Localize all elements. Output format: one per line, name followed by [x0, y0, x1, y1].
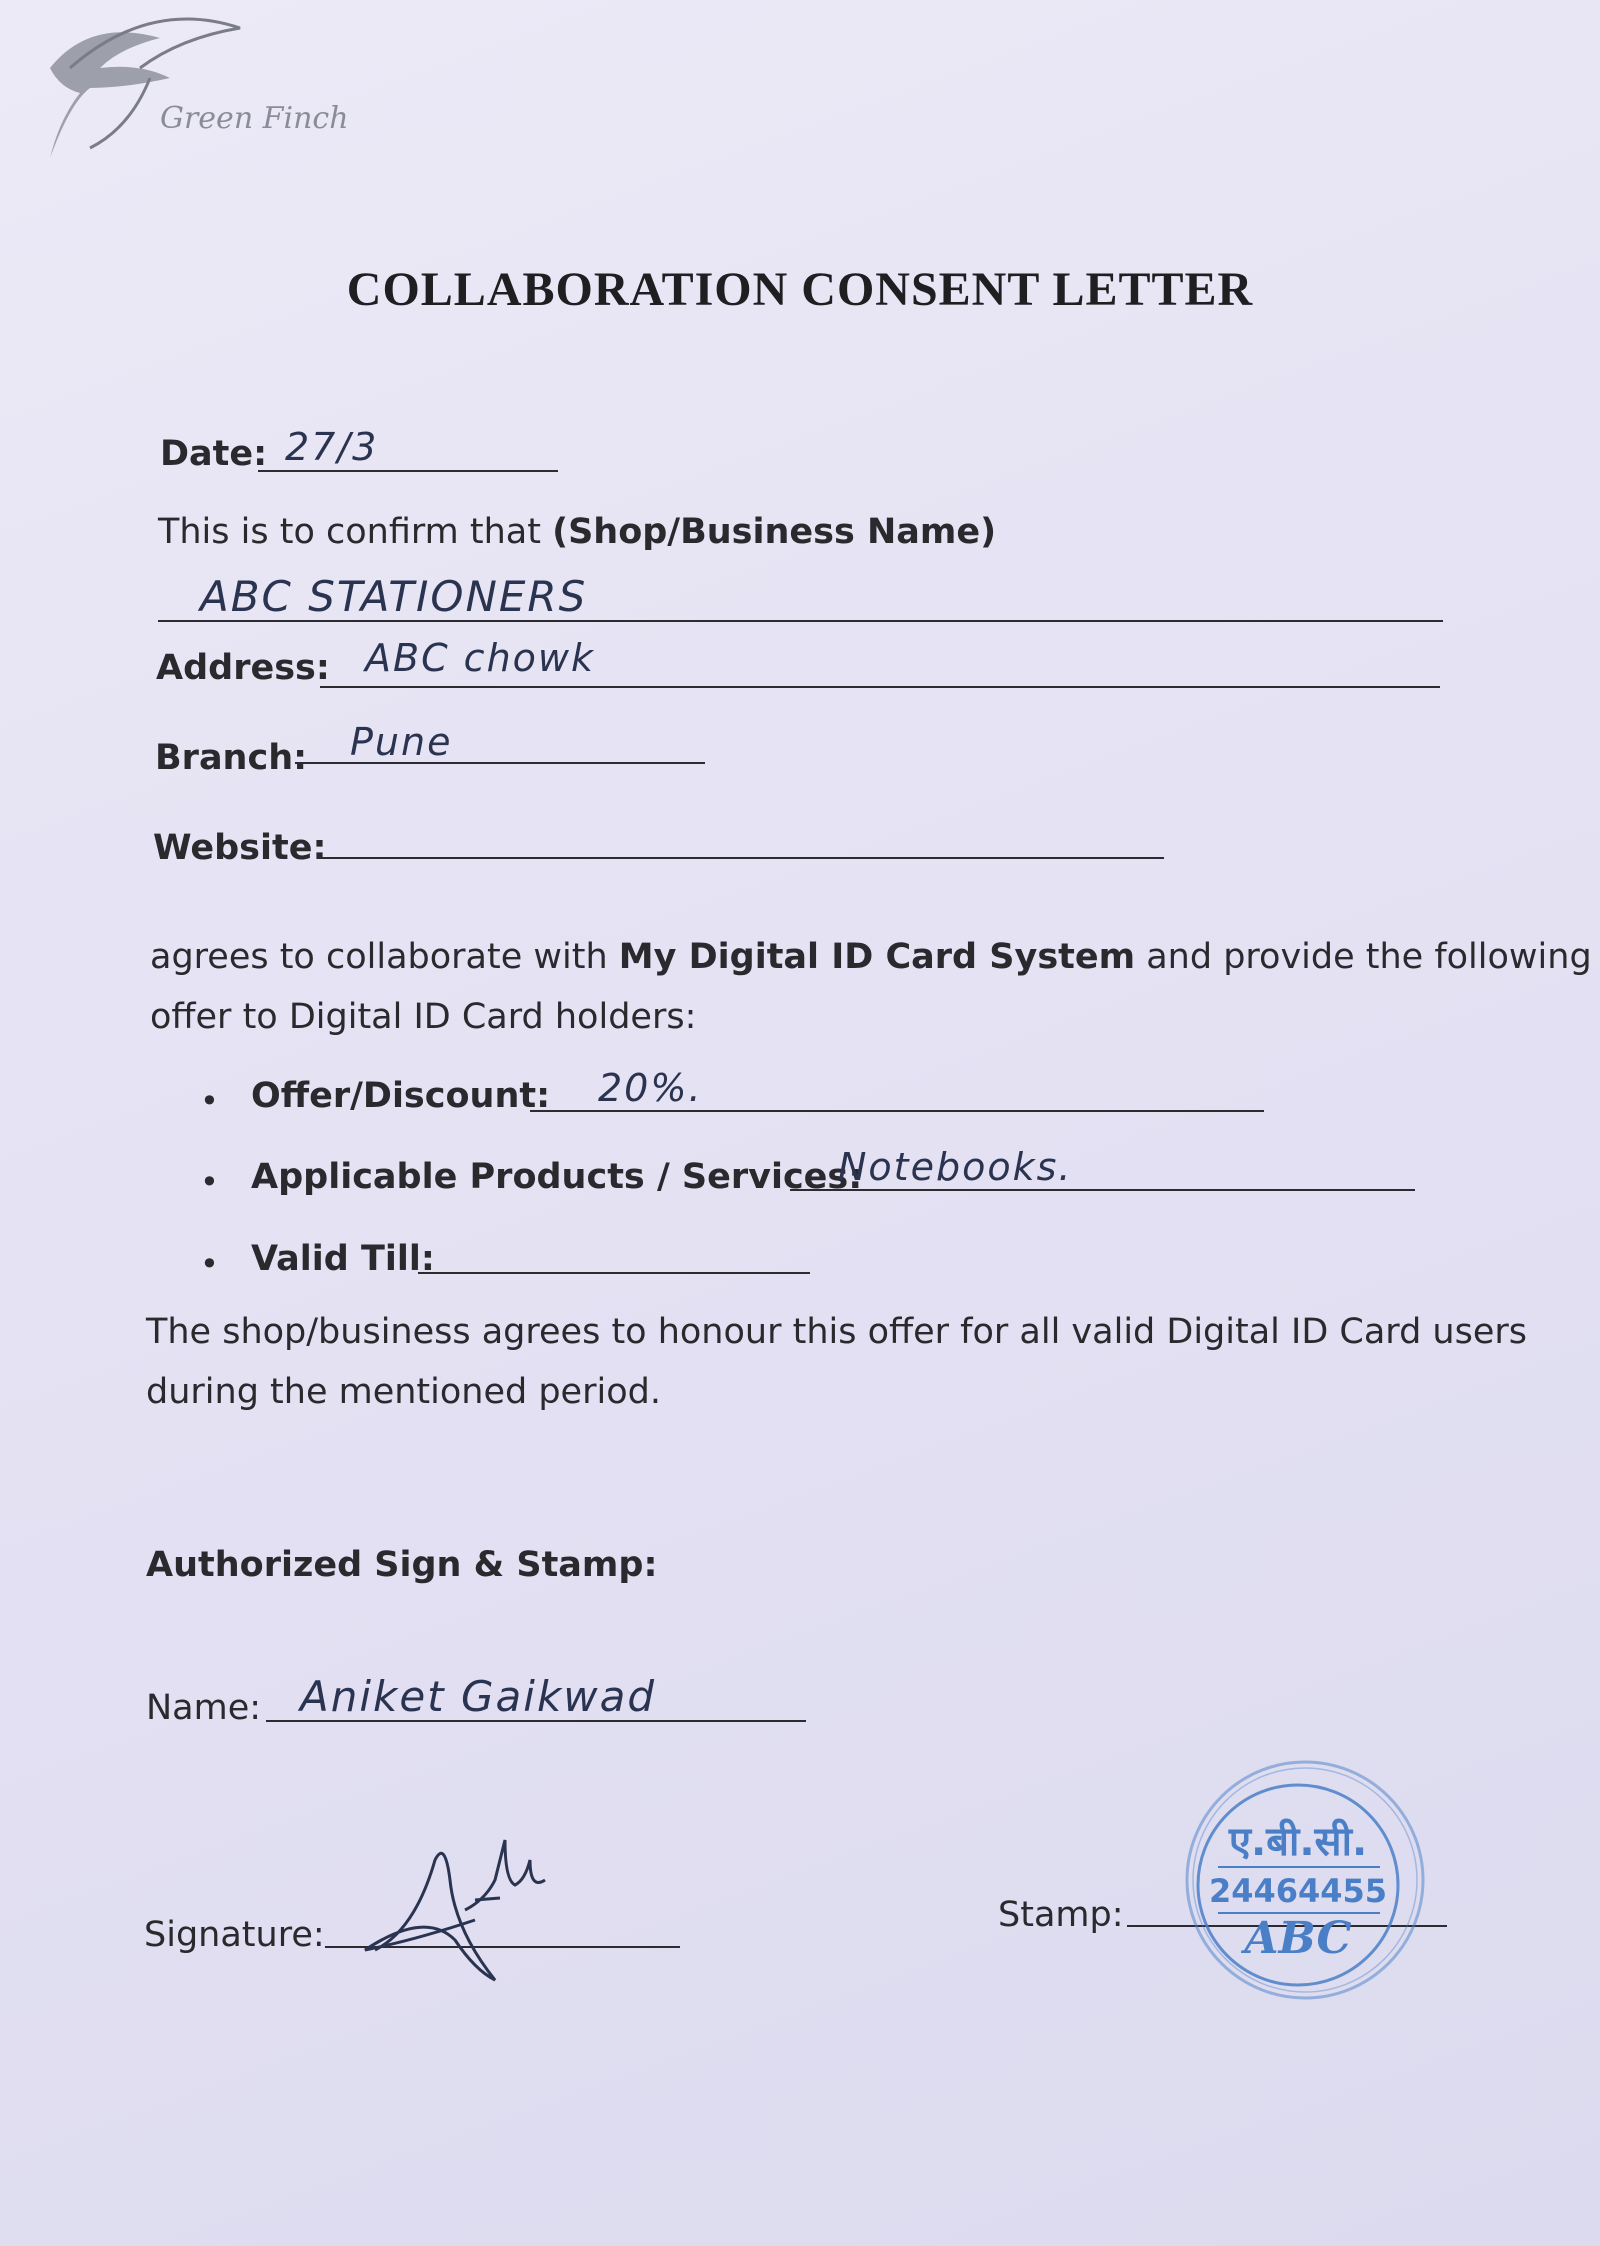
confirm-text: [158, 512, 996, 552]
bullet-icon: •: [200, 1163, 219, 1201]
valid-till-line: [418, 1272, 810, 1274]
shop-name-value[interactable]: ABC STATIONERS: [200, 572, 588, 621]
agreement-bold: My Digital ID Card System: [618, 937, 1136, 977]
bird-icon: [30, 8, 350, 168]
valid-till-label: Valid Till:: [251, 1239, 435, 1279]
products-value[interactable]: Notebooks.: [838, 1145, 1073, 1189]
svg-text:Green Finch: Green Finch: [160, 101, 349, 136]
agreement-paragraph: [150, 927, 1592, 1047]
agreement-part1: agrees to collaborate with: [150, 937, 619, 977]
name-label: Name:: [146, 1688, 262, 1728]
signature-label: Signature:: [144, 1915, 325, 1955]
address-value[interactable]: ABC chowk: [365, 636, 595, 680]
authorized-label: Authorized Sign & Stamp:: [146, 1545, 658, 1585]
handwritten-signature[interactable]: [355, 1820, 555, 2000]
date-value[interactable]: 27/3: [285, 425, 379, 469]
stamp-text: ABC: [1244, 1913, 1352, 1964]
bullet-icon: •: [200, 1082, 219, 1120]
products-line: [790, 1189, 1415, 1191]
stamp-label: Stamp:: [998, 1895, 1124, 1935]
page-title: COLLABORATION CONSENT LETTER: [346, 263, 1254, 316]
stamp-hindi: ए.बी.सी.: [1228, 1819, 1368, 1865]
offer-value[interactable]: 20%.: [598, 1066, 703, 1110]
honour-paragraph: [146, 1302, 1546, 1422]
address-line: [320, 686, 1440, 688]
branch-value[interactable]: Pune: [350, 720, 453, 764]
address-label: Address:: [156, 648, 330, 688]
website-line: [318, 857, 1164, 859]
agreement-part2: and provide the following: [1135, 937, 1592, 977]
offer-label: Offer/Discount:: [251, 1076, 551, 1116]
website-label: Website:: [153, 828, 327, 868]
offer-line: [530, 1110, 1264, 1112]
stamp-number: 24464455: [1208, 1872, 1388, 1910]
bullet-icon: •: [200, 1245, 219, 1283]
green-finch-logo: [30, 8, 350, 168]
products-label: Applicable Products / Services:: [251, 1157, 863, 1197]
date-label: Date:: [160, 434, 268, 474]
honour-line2: during the mentioned period.: [146, 1372, 661, 1412]
agreement-line2: offer to Digital ID Card holders:: [150, 997, 697, 1037]
name-value[interactable]: Aniket Gaikwad: [300, 1672, 657, 1721]
branch-label: Branch:: [155, 738, 308, 778]
date-line: [258, 470, 558, 472]
honour-line1: The shop/business agrees to honour this offer for all valid Digital ID Card users: [146, 1312, 1527, 1352]
confirm-bold: (Shop/Business Name): [552, 512, 997, 552]
confirm-prefix: This is to confirm that: [158, 512, 553, 552]
company-stamp: [1180, 1755, 1450, 2025]
